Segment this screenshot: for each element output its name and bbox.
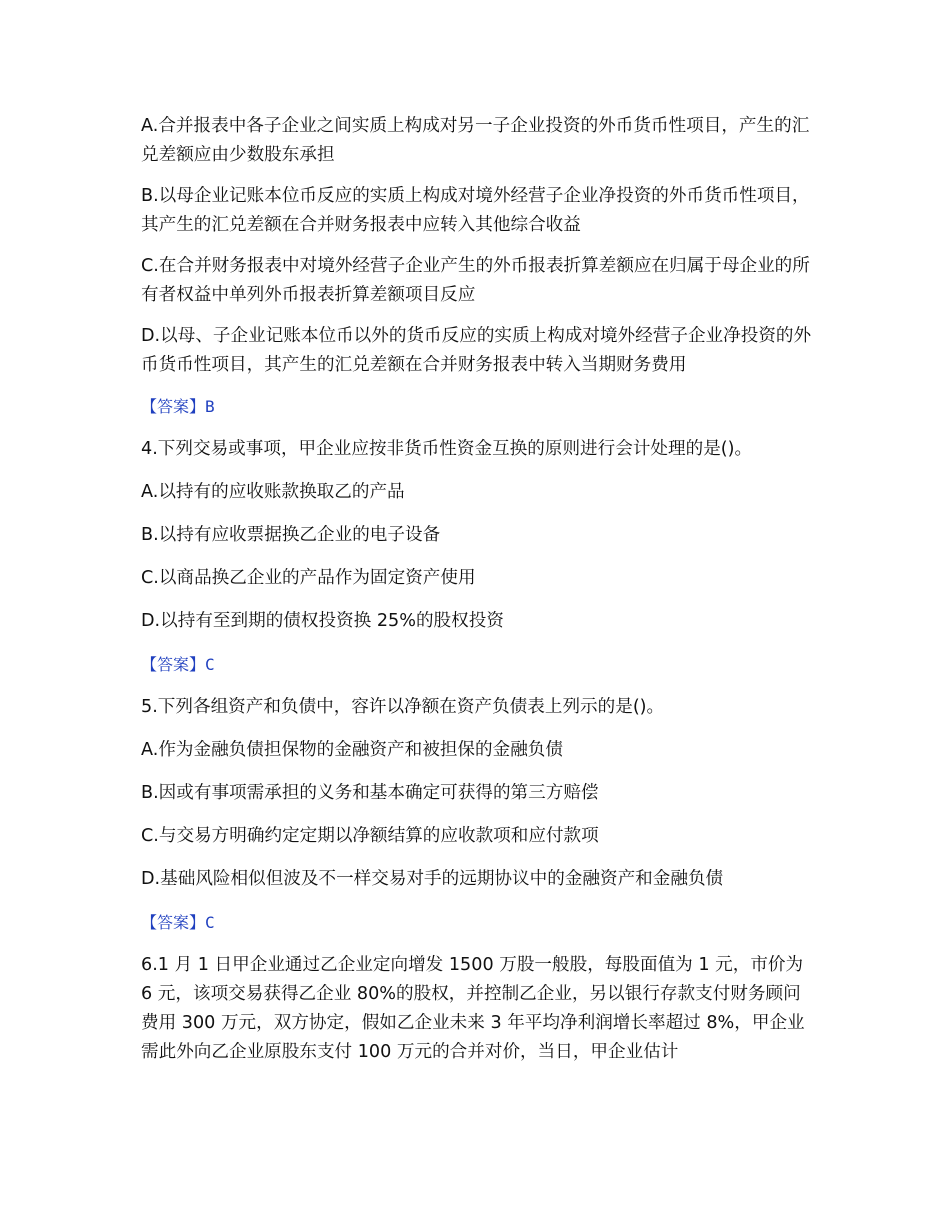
q5-option-c: C.与交易方明确约定定期以净额结算的应收款项和应付款项 xyxy=(141,826,599,846)
q4-option-d: D.以持有至到期的债权投资换 25%的股权投资 xyxy=(141,611,504,631)
q5-option-a: A.作为金融负债担保物的金融资产和被担保的金融负债 xyxy=(141,740,563,760)
q3-option-c: C.在合并财务报表中对境外经营子企业产生的外币报表折算差额应在归属于母企业的所有者权益中单列外币报表折算差额项目反应 xyxy=(141,256,810,305)
q4-option-c: C.以商品换乙企业的产品作为固定资产使用 xyxy=(141,568,476,588)
q3-answer: 【答案】B xyxy=(141,397,215,416)
q5-answer: 【答案】C xyxy=(141,913,215,932)
q3-option-b: B.以母企业记账本位币反应的实质上构成对境外经营子企业净投资的外币货币性项目，其产生的汇兑差额在合并财务报表中应转入其他综合收益 xyxy=(141,186,810,235)
q5-option-d: D.基础风险相似但波及不一样交易对手的远期协议中的金融资产和金融负债 xyxy=(141,869,724,889)
q4-option-a: A.以持有的应收账款换取乙的产品 xyxy=(141,482,405,502)
q3-option-a: A.合并报表中各子企业之间实质上构成对另一子企业投资的外币货币性项目，产生的汇兑差额应由少数股东承担 xyxy=(141,116,810,165)
q5-stem: 5.下列各组资产和负债中，容许以净额在资产负债表上列示的是()。 xyxy=(141,697,665,717)
q4-answer: 【答案】C xyxy=(141,655,215,674)
q4-option-b: B.以持有应收票据换乙企业的电子设备 xyxy=(141,525,441,545)
document-page xyxy=(141,112,813,1067)
q4-stem: 4.下列交易或事项，甲企业应按非货币性资金互换的原则进行会计处理的是()。 xyxy=(141,439,753,459)
q3-option-d: D.以母、子企业记账本位币以外的货币反应的实质上构成对境外经营子企业净投资的外币货币性项目，其产生的汇兑差额在合并财务报表中转入当期财务费用 xyxy=(141,326,812,375)
q6-stem: 6.1 月 1 日甲企业通过乙企业定向增发 1500 万股一般股，每股面值为 1 元，市价为 6 元，该项交易获得乙企业 80%的股权，并控制乙企业，另以银行存款支付财务顾问费用 300 万元，双方协定，假如乙企业未来 3 年平均净利润增长率超过 8%，甲企业需此外向乙企业原股东支付 100 万元的合并对价，当日，甲企业估计 xyxy=(141,955,805,1062)
q5-option-b: B.因或有事项需承担的义务和基本确定可获得的第三方赔偿 xyxy=(141,783,599,803)
